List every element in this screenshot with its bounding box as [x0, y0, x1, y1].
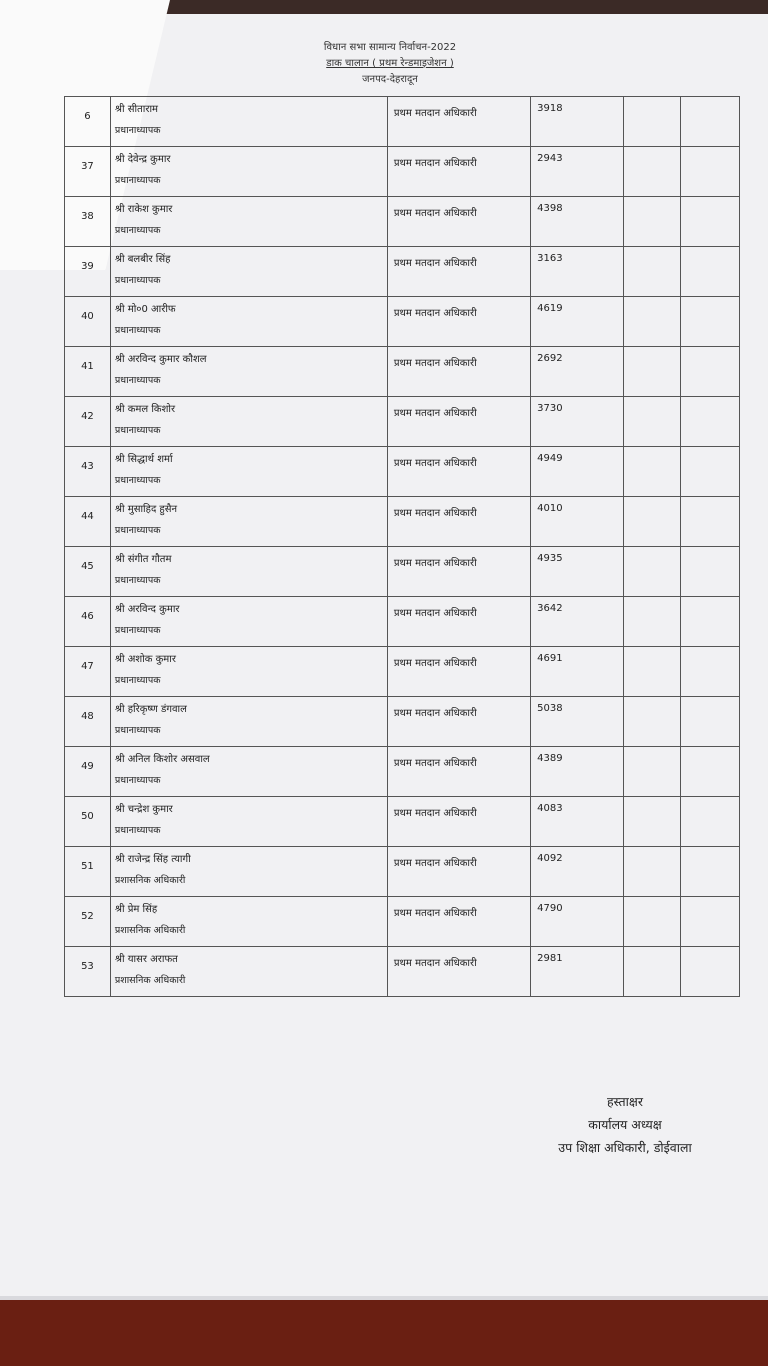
serial-number: 38: [65, 197, 111, 247]
name-cell: [110, 97, 387, 147]
background-bottom: [0, 1300, 768, 1366]
officer-code: 2981: [531, 947, 624, 997]
officer-code: 2943: [531, 147, 624, 197]
duty-role: प्रथम मतदान अधिकारी: [387, 697, 530, 747]
signature-label: हस्ताक्षर: [607, 1094, 643, 1109]
officer-code: 3642: [531, 597, 624, 647]
duty-role: प्रथम मतदान अधिकारी: [387, 797, 530, 847]
table-row: [65, 947, 740, 997]
empty-cell: [681, 197, 740, 247]
duty-role: प्रथम मतदान अधिकारी: [387, 947, 530, 997]
officer-designation: प्रधानाध्यापक: [114, 175, 161, 186]
duty-role: प्रथम मतदान अधिकारी: [387, 147, 530, 197]
serial-number: 6: [65, 97, 111, 147]
officer-name: श्री चन्द्रेश कुमार: [114, 804, 173, 815]
empty-cell: [681, 747, 740, 797]
serial-number: 40: [65, 297, 111, 347]
name-cell: [110, 497, 387, 547]
empty-cell: [624, 847, 681, 897]
officer-designation: प्रधानाध्यापक: [114, 725, 161, 736]
serial-number: 37: [65, 147, 111, 197]
table-row: [65, 297, 740, 347]
officer-code: 2692: [531, 347, 624, 397]
officer-name: श्री प्रेम सिंह: [114, 904, 158, 915]
empty-cell: [681, 897, 740, 947]
name-cell: [110, 797, 387, 847]
name-cell: [110, 247, 387, 297]
serial-number: 42: [65, 397, 111, 447]
empty-cell: [681, 597, 740, 647]
name-cell: [110, 347, 387, 397]
officer-code: 3918: [531, 97, 624, 147]
officer-code: 3730: [531, 397, 624, 447]
empty-cell: [624, 897, 681, 947]
empty-cell: [681, 97, 740, 147]
empty-cell: [681, 497, 740, 547]
duty-role: प्रथम मतदान अधिकारी: [387, 847, 530, 897]
empty-cell: [624, 197, 681, 247]
officer-designation: प्रधानाध्यापक: [114, 125, 161, 136]
officer-name: श्री यासर अराफत: [114, 954, 178, 965]
empty-cell: [624, 747, 681, 797]
officer-designation: प्रधानाध्यापक: [114, 525, 161, 536]
empty-cell: [681, 297, 740, 347]
table-row: [65, 447, 740, 497]
officer-name: श्री हरिकृष्ण डंगवाल: [114, 704, 187, 715]
duty-role: प्रथम मतदान अधिकारी: [387, 747, 530, 797]
serial-number: 51: [65, 847, 111, 897]
header-subtitle: डाक चालान ( प्रथम रेन्डमाइजेशन ): [326, 58, 454, 69]
serial-number: 47: [65, 647, 111, 697]
officer-name: श्री राकेश कुमार: [114, 204, 173, 215]
officer-name: श्री सीताराम: [114, 104, 159, 115]
officer-designation: प्रधानाध्यापक: [114, 425, 161, 436]
table-row: [65, 897, 740, 947]
officer-designation: प्रशासनिक अधिकारी: [114, 925, 186, 936]
empty-cell: [624, 797, 681, 847]
serial-number: 53: [65, 947, 111, 997]
name-cell: [110, 747, 387, 797]
name-cell: [110, 647, 387, 697]
empty-cell: [681, 847, 740, 897]
officer-designation: प्रधानाध्यापक: [114, 325, 161, 336]
empty-cell: [624, 497, 681, 547]
officer-code: 5038: [531, 697, 624, 747]
duty-role: प्रथम मतदान अधिकारी: [387, 897, 530, 947]
officer-designation: प्रधानाध्यापक: [114, 375, 161, 386]
officer-designation: प्रधानाध्यापक: [114, 225, 161, 236]
empty-cell: [624, 597, 681, 647]
empty-cell: [624, 397, 681, 447]
duty-role: प्रथम मतदान अधिकारी: [387, 447, 530, 497]
table-row: [65, 597, 740, 647]
table-row: [65, 497, 740, 547]
duty-role: प्रथम मतदान अधिकारी: [387, 97, 530, 147]
table-row: [65, 197, 740, 247]
serial-number: 49: [65, 747, 111, 797]
officer-designation: प्रधानाध्यापक: [114, 625, 161, 636]
empty-cell: [624, 447, 681, 497]
officer-code: 4935: [531, 547, 624, 597]
empty-cell: [681, 147, 740, 197]
officer-table: [64, 96, 740, 997]
officer-designation: प्रधानाध्यापक: [114, 275, 161, 286]
serial-number: 48: [65, 697, 111, 747]
duty-role: प्रथम मतदान अधिकारी: [387, 247, 530, 297]
officer-code: 3163: [531, 247, 624, 297]
officer-designation: प्रशासनिक अधिकारी: [114, 875, 186, 886]
duty-role: प्रथम मतदान अधिकारी: [387, 297, 530, 347]
officer-designation: प्रधानाध्यापक: [114, 825, 161, 836]
officer-designation: प्रधानाध्यापक: [114, 475, 161, 486]
table-row: [65, 147, 740, 197]
officer-designation: प्रशासनिक अधिकारी: [114, 975, 186, 986]
serial-number: 45: [65, 547, 111, 597]
empty-cell: [681, 547, 740, 597]
officer-code: 4092: [531, 847, 624, 897]
serial-number: 44: [65, 497, 111, 547]
duty-role: प्रथम मतदान अधिकारी: [387, 347, 530, 397]
empty-cell: [624, 247, 681, 297]
name-cell: [110, 297, 387, 347]
table-row: [65, 797, 740, 847]
officer-name: श्री अरविन्द कुमार: [114, 604, 180, 615]
officer-name: श्री मुसाहिद हुसैन: [114, 504, 178, 515]
table-row: [65, 247, 740, 297]
empty-cell: [681, 697, 740, 747]
empty-cell: [681, 247, 740, 297]
officer-name: श्री अनिल किशोर असवाल: [114, 754, 210, 765]
officer-designation: प्रधानाध्यापक: [114, 775, 161, 786]
table-row: [65, 347, 740, 397]
empty-cell: [681, 947, 740, 997]
serial-number: 52: [65, 897, 111, 947]
empty-cell: [681, 647, 740, 697]
name-cell: [110, 147, 387, 197]
serial-number: 41: [65, 347, 111, 397]
signature-block: [520, 1090, 730, 1159]
empty-cell: [624, 697, 681, 747]
officer-code: 4083: [531, 797, 624, 847]
serial-number: 43: [65, 447, 111, 497]
document-header: [300, 40, 480, 88]
officer-name: श्री सिद्धार्थ शर्मा: [114, 454, 173, 465]
empty-cell: [681, 397, 740, 447]
serial-number: 46: [65, 597, 111, 647]
name-cell: [110, 197, 387, 247]
table-row: [65, 397, 740, 447]
duty-role: प्रथम मतदान अधिकारी: [387, 397, 530, 447]
name-cell: [110, 947, 387, 997]
officer-code: 4949: [531, 447, 624, 497]
officer-name: श्री अशोक कुमार: [114, 654, 176, 665]
officer-table-body: [65, 97, 740, 997]
empty-cell: [624, 347, 681, 397]
duty-role: प्रथम मतदान अधिकारी: [387, 647, 530, 697]
table-row: [65, 847, 740, 897]
empty-cell: [624, 97, 681, 147]
name-cell: [110, 397, 387, 447]
officer-code: 4790: [531, 897, 624, 947]
duty-role: प्रथम मतदान अधिकारी: [387, 597, 530, 647]
officer-code: 4389: [531, 747, 624, 797]
table-row: [65, 97, 740, 147]
duty-role: प्रथम मतदान अधिकारी: [387, 197, 530, 247]
table-row: [65, 697, 740, 747]
table-row: [65, 547, 740, 597]
office-head: कार्यालय अध्यक्ष: [588, 1117, 662, 1132]
duty-role: प्रथम मतदान अधिकारी: [387, 497, 530, 547]
name-cell: [110, 447, 387, 497]
officer-code: 4619: [531, 297, 624, 347]
empty-cell: [624, 647, 681, 697]
empty-cell: [624, 147, 681, 197]
officer-code: 4398: [531, 197, 624, 247]
serial-number: 39: [65, 247, 111, 297]
officer-name: श्री बलबीर सिंह: [114, 254, 171, 265]
name-cell: [110, 847, 387, 897]
header-district: जनपद-देहरादून: [362, 74, 418, 85]
empty-cell: [681, 347, 740, 397]
empty-cell: [624, 297, 681, 347]
officer-name: श्री मो०0 आरीफ: [114, 304, 176, 315]
officer-designation: प्रधानाध्यापक: [114, 575, 161, 586]
name-cell: [110, 597, 387, 647]
name-cell: [110, 547, 387, 597]
serial-number: 50: [65, 797, 111, 847]
empty-cell: [624, 947, 681, 997]
empty-cell: [624, 547, 681, 597]
officer-name: श्री संगीत गौतम: [114, 554, 172, 565]
officer-designation: प्रधानाध्यापक: [114, 675, 161, 686]
duty-role: प्रथम मतदान अधिकारी: [387, 547, 530, 597]
empty-cell: [681, 447, 740, 497]
officer-name: श्री राजेन्द्र सिंह त्यागी: [114, 854, 191, 865]
officer-name: श्री अरविन्द कुमार कौशल: [114, 354, 207, 365]
officer-code: 4010: [531, 497, 624, 547]
name-cell: [110, 697, 387, 747]
header-title: विधान सभा सामान्य निर्वाचन-2022: [323, 42, 457, 53]
table-row: [65, 747, 740, 797]
officer-title: उप शिक्षा अधिकारी, डोईवाला: [558, 1140, 692, 1155]
officer-name: श्री कमल किशोर: [114, 404, 176, 415]
name-cell: [110, 897, 387, 947]
officer-name: श्री देवेन्द्र कुमार: [114, 154, 171, 165]
officer-code: 4691: [531, 647, 624, 697]
table-row: [65, 647, 740, 697]
empty-cell: [681, 797, 740, 847]
